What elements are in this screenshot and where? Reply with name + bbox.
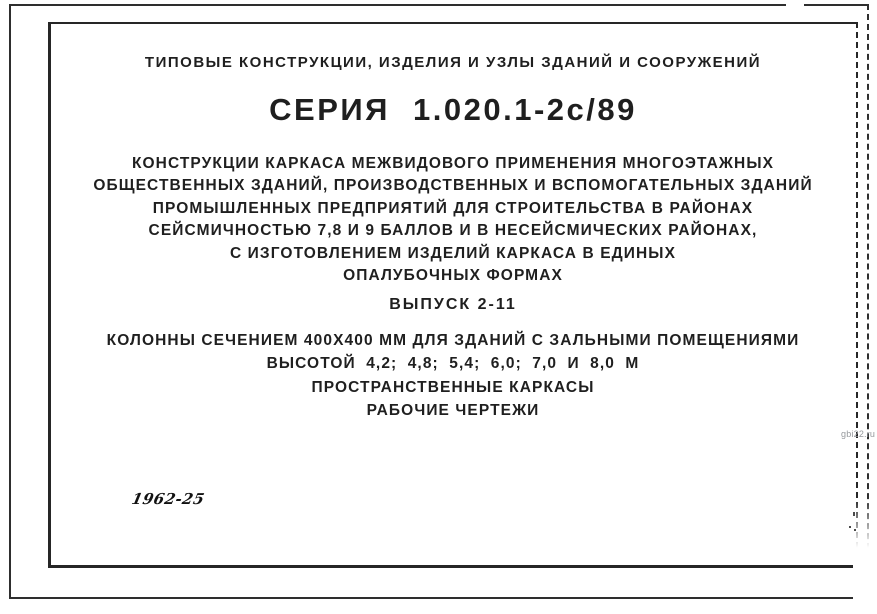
description-block (48, 153, 858, 287)
scan-speck (854, 529, 856, 531)
description-line: КОНСТРУКЦИИ КАРКАСА МЕЖВИДОВОГО ПРИМЕНЕНИЯ МНОГОЭТАЖНЫХ (131, 155, 775, 172)
scan-edge-fade (853, 498, 877, 608)
issue-label: ВЫПУСК 2-11 (389, 296, 517, 313)
handwritten-inventory-number: 1962-25 (130, 490, 207, 508)
scan-border-gap (786, 3, 804, 8)
subject-line: ПРОСТРАНСТВЕННЫЕ КАРКАСЫ (311, 378, 595, 396)
description-line: С ИЗГОТОВЛЕНИЕМ ИЗДЕЛИЙ КАРКАСА В ЕДИНЫХ (229, 244, 677, 262)
scan-speck (849, 526, 851, 528)
scan-speck (853, 512, 855, 516)
subject-line: КОЛОННЫ СЕЧЕНИЕМ 400Х400 ММ ДЛЯ ЗДАНИЙ С ЗАЛЬНЫМИ ПОМЕЩЕНИЯМИ (106, 332, 800, 349)
category-header: ТИПОВЫЕ КОНСТРУКЦИИ, ИЗДЕЛИЯ И УЗЛЫ ЗДАНИЙ И СООРУЖЕНИЙ (144, 54, 762, 71)
description-line: ПРОМЫШЛЕННЫХ ПРЕДПРИЯТИЙ ДЛЯ СТРОИТЕЛЬСТВА В РАЙОНАХ (152, 199, 754, 217)
series-title: СЕРИЯ 1.020.1-2с/89 (269, 92, 637, 127)
subject-line: РАБОЧИЕ ЧЕРТЕЖИ (366, 402, 540, 420)
description-line: ОПАЛУБОЧНЫХ ФОРМАХ (343, 267, 563, 285)
description-line: СЕЙСМИЧНОСТЬЮ 7,8 И 9 БАЛЛОВ И В НЕСЕЙСМИЧЕСКИХ РАЙОНАХ, (148, 222, 758, 240)
subject-line: ВЫСОТОЙ 4,2; 4,8; 5,4; 6,0; 7,0 И 8,0 М (266, 355, 640, 373)
subject-block (48, 329, 858, 423)
site-watermark: gbi22.ru (841, 429, 876, 439)
description-line: ОБЩЕСТВЕННЫХ ЗДАНИЙ, ПРОИЗВОДСТВЕННЫХ И ВСПОМОГАТЕЛЬНЫХ ЗДАНИЙ (93, 177, 813, 195)
